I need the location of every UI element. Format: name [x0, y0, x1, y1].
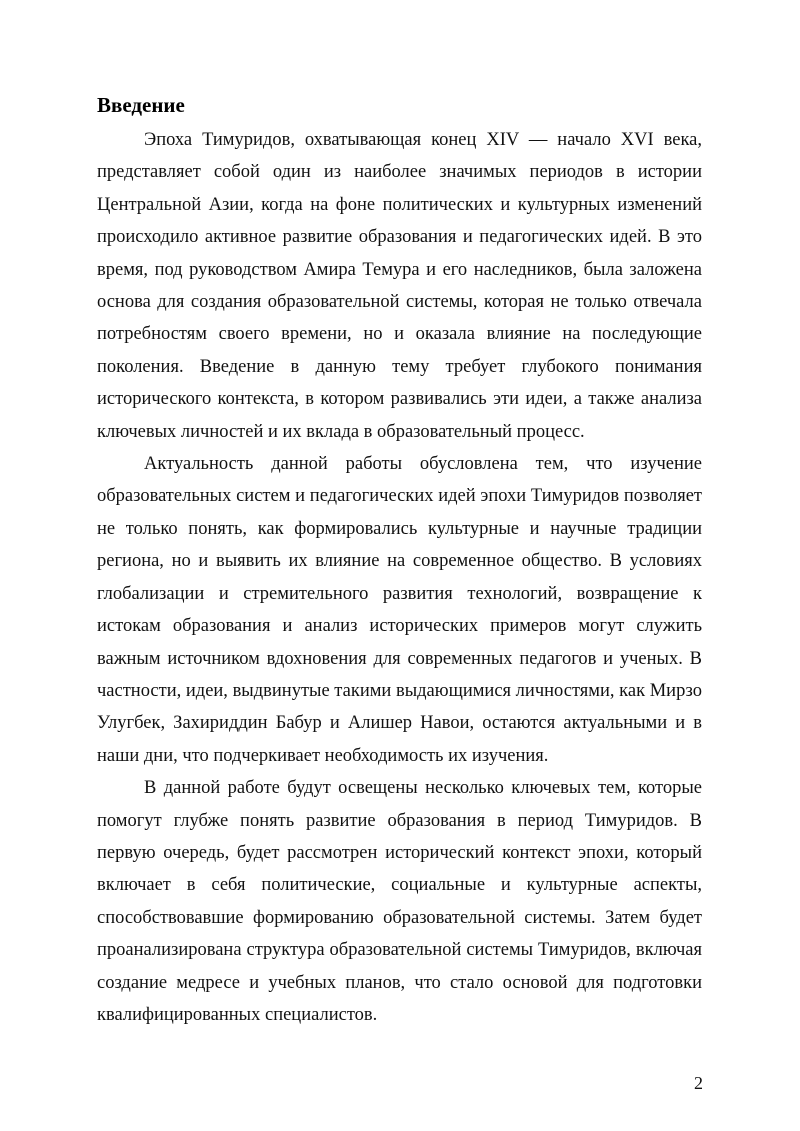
- paragraph-3: В данной работе будут освещены несколько ключевых тем, которые помогут глубже понять развитие образования в период Тимуридов. В первую очередь, будет рассмотрен исторический контекст эпохи, который включает в себя политические, социальные и культурные аспекты, способствовавшие формированию образовательной системы. Затем будет проанализирована структура образовательной системы Тимуридов, включая создание медресе и учебных планов, что стало основой для подготовки квалифицированных специалистов.: [97, 778, 702, 1025]
- section-heading: Введение: [97, 93, 185, 117]
- page-number: 2: [694, 1073, 703, 1093]
- paragraph-2: Актуальность данной работы обусловлена тем, что изучение образовательных систем и педагогических идей эпохи Тимуридов позволяет не только понять, как формировались культурные и научные традиции региона, но и выявить их влияние на современное общество. В условиях глобализации и стремительного развития технологий, возвращение к истокам образования и анализ исторических примеров могут служить важным источником вдохновения для современных педагогов и ученых. В частности, идеи, выдвинутые такими выдающимися личностями, как Мирзо Улугбек, Захириддин Бабур и Алишер Навои, остаются актуальными и в наши дни, что подчеркивает необходимость их изучения.: [97, 454, 702, 766]
- paragraph-1: Эпоха Тимуридов, охватывающая конец XIV — начало XVI века, представляет собой один из наиболее значимых периодов в истории Центральной Азии, когда на фоне политических и культурных изменений происходило активное развитие образования и педагогических идей. В это время, под руководством Амира Темура и его наследников, была заложена основа для создания образовательной системы, которая не только отвечала потребностям своего времени, но и оказала влияние на последующие поколения. Введение в данную тему требует глубокого понимания исторического контекста, в котором развивались эти идеи, а также анализа ключевых личностей и их вклада в образовательный процесс.: [97, 130, 702, 442]
- page-content: [97, 92, 702, 1031]
